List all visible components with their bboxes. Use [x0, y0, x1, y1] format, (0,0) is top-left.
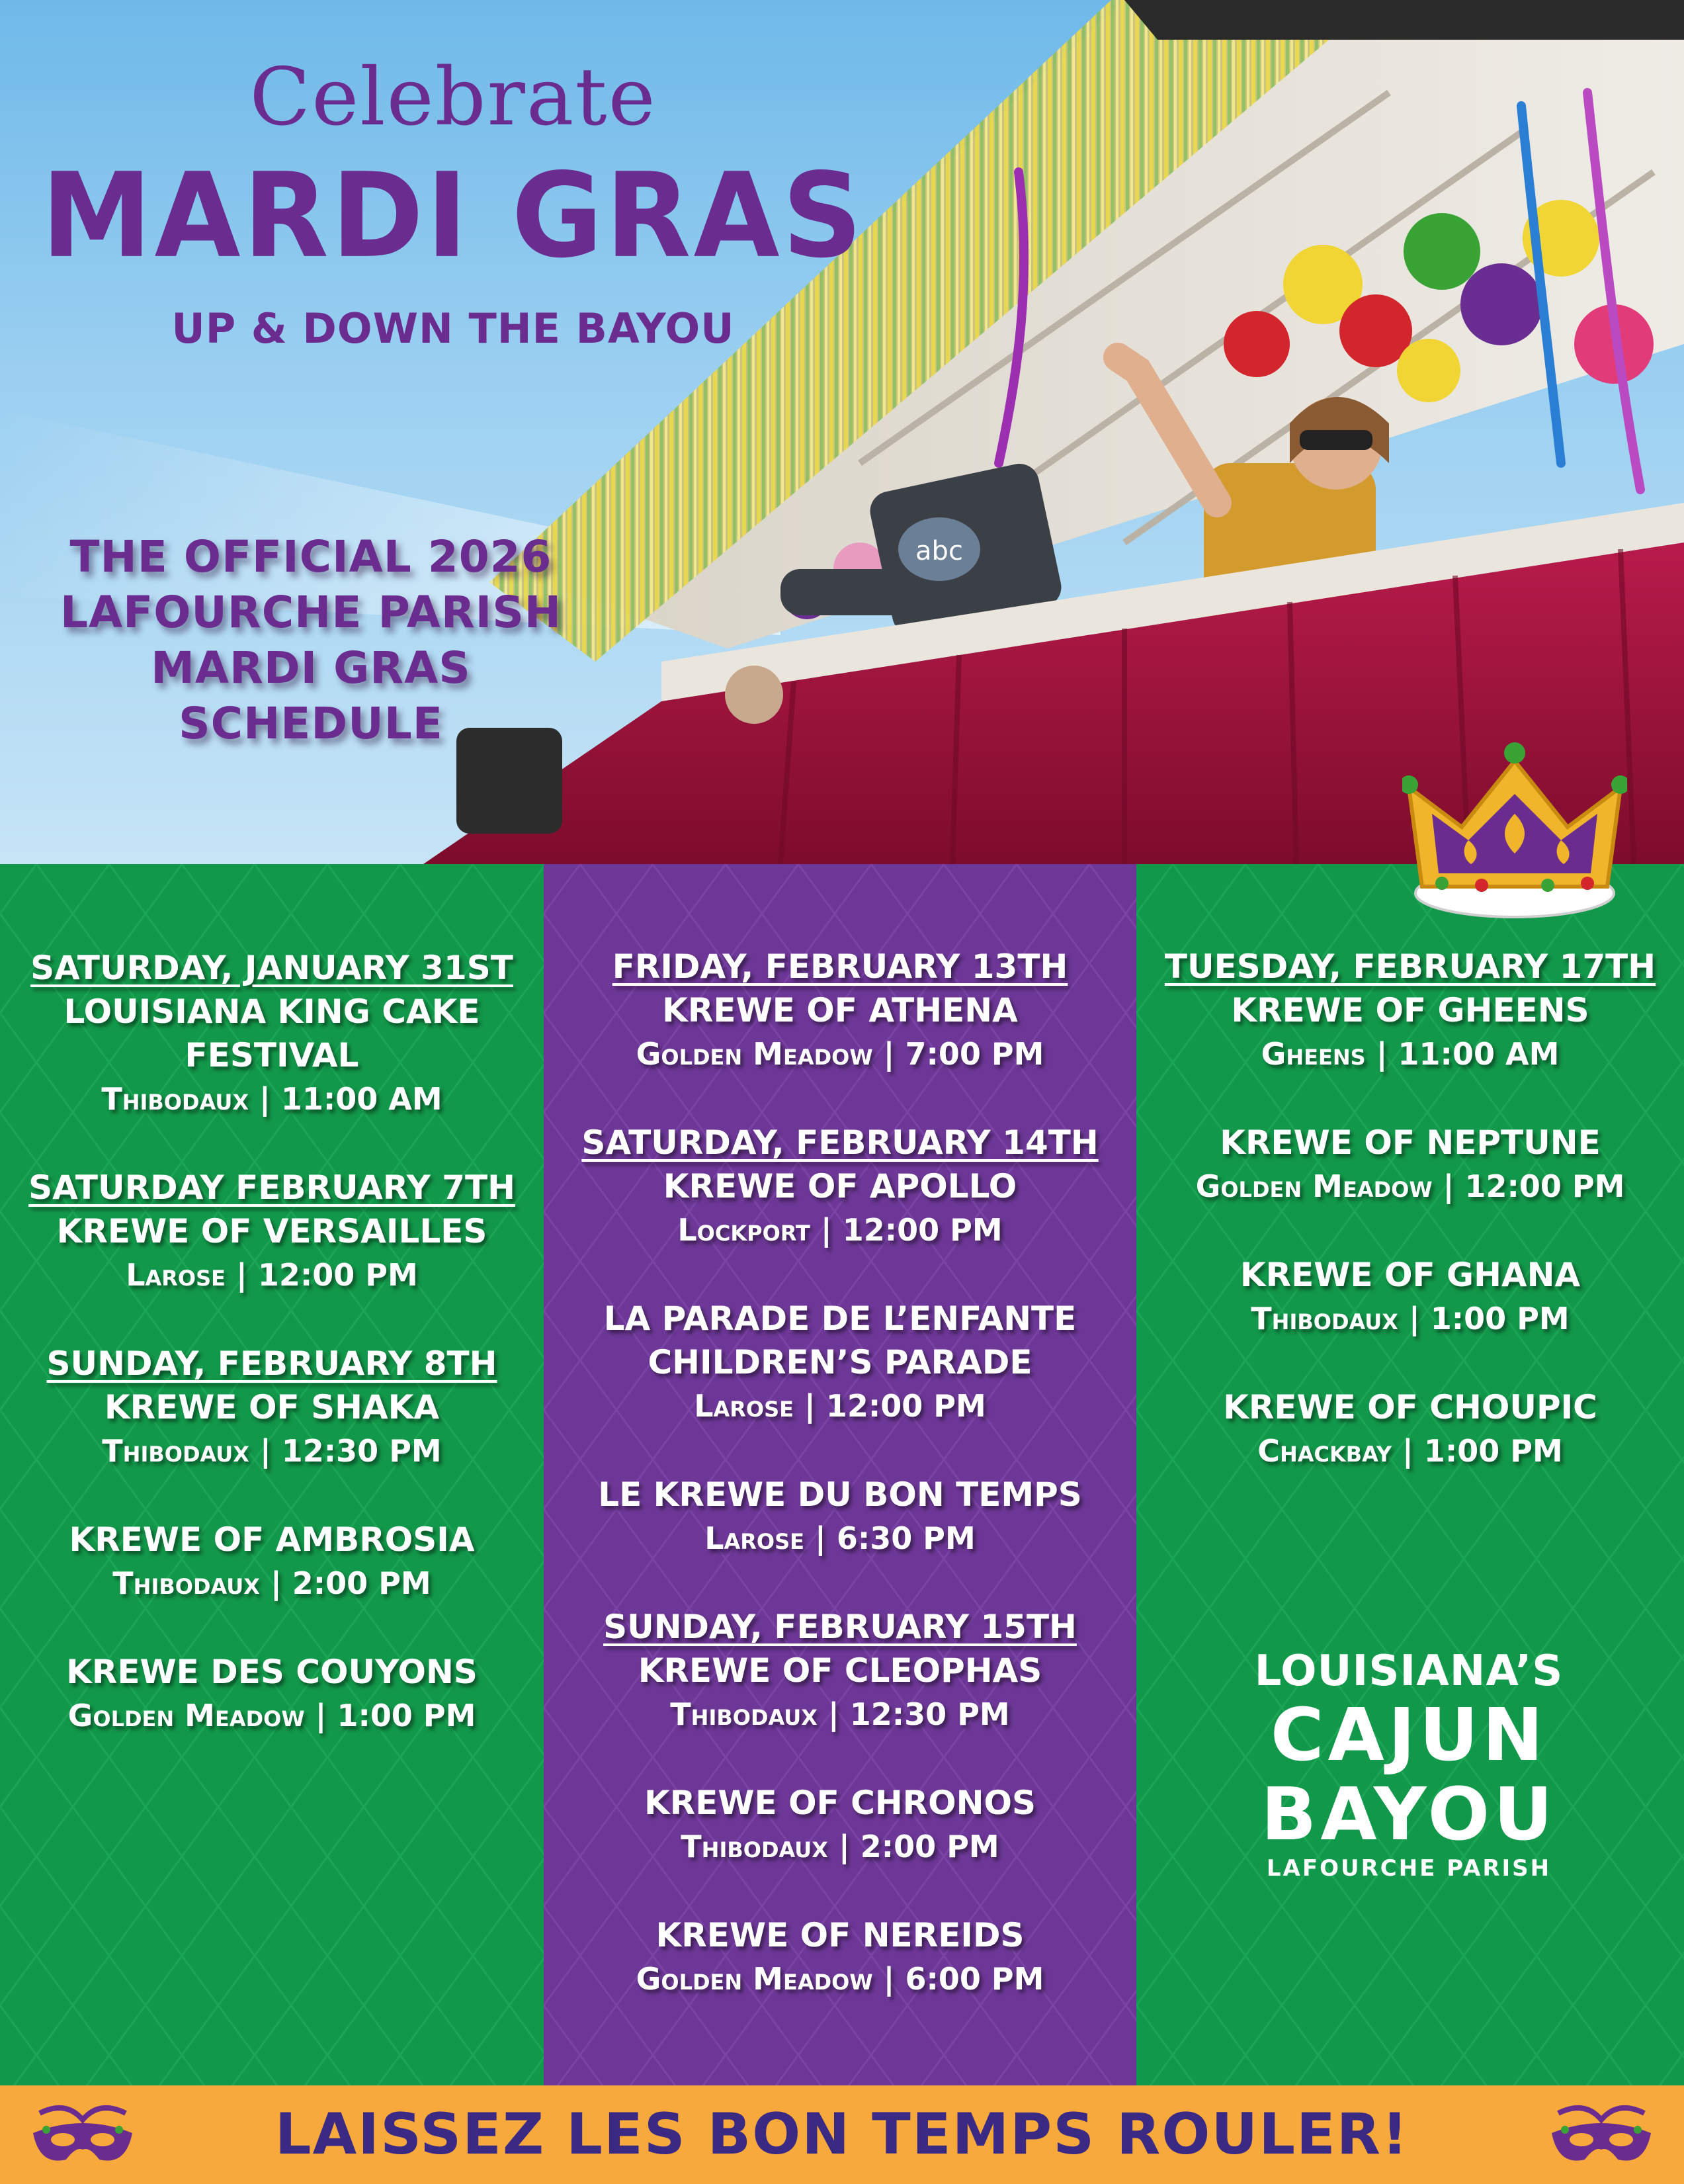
- official-schedule-heading: [40, 529, 582, 752]
- event-place-time: Larose | 6:30 PM: [704, 1520, 976, 1556]
- event-date: TUESDAY, FEBRUARY 17TH: [1164, 947, 1656, 986]
- crown-icon: [1402, 741, 1627, 926]
- event-name: LE KREWE DU BON TEMPS: [598, 1475, 1082, 1514]
- event-name-line-2: CHILDREN’S PARADE: [648, 1343, 1032, 1381]
- event-place-time: Thibodaux | 12:30 PM: [102, 1433, 442, 1469]
- logo-sub-text: LAFOURCHE PARISH: [1266, 1855, 1552, 1882]
- event-block: [1136, 945, 1684, 1076]
- event-block: [1136, 1385, 1684, 1473]
- event-name: KREWE OF AMBROSIA: [69, 1520, 475, 1559]
- event-name: KREWE OF VERSAILLES: [56, 1212, 487, 1250]
- event-name: KREWE OF SHAKA: [104, 1388, 440, 1426]
- event-block: [544, 1781, 1136, 1868]
- schedule-columns: [0, 864, 1684, 2085]
- event-name: KREWE OF GHANA: [1240, 1256, 1581, 1294]
- event-date: SUNDAY, FEBRUARY 15TH: [603, 1608, 1077, 1646]
- middle-schedule-column: [544, 864, 1136, 2085]
- event-date: SATURDAY, JANUARY 31ST: [30, 949, 513, 987]
- bayou-subtitle: UP & DOWN THE BAYOU: [171, 304, 735, 353]
- event-block: [544, 1605, 1136, 1736]
- event-date: SATURDAY FEBRUARY 7TH: [28, 1168, 515, 1207]
- event-name: KREWE OF GHEENS: [1231, 991, 1589, 1029]
- event-block: [1136, 1121, 1684, 1208]
- event-block: [0, 1342, 544, 1473]
- right-schedule-column: [1136, 864, 1684, 2085]
- event-place-time: Thibodaux | 2:00 PM: [112, 1565, 431, 1601]
- official-line-2: LAFOURCHE PARISH: [60, 587, 562, 638]
- middle-event-list: [544, 945, 1136, 2046]
- event-place-time: Chackbay | 1:00 PM: [1257, 1433, 1563, 1469]
- event-name: KREWE DES COUYONS: [66, 1653, 478, 1691]
- official-line-3: MARDI GRAS SCHEDULE: [151, 642, 471, 749]
- event-place-time: Thibodaux | 11:00 AM: [101, 1081, 442, 1117]
- hero-banner: [0, 0, 1684, 864]
- footer-banner: [0, 2085, 1684, 2184]
- event-place-time: Thibodaux | 2:00 PM: [681, 1829, 999, 1864]
- logo-main-text: CAJUN BAYOU: [1261, 1692, 1557, 1856]
- event-place-time: Golden Meadow | 7:00 PM: [636, 1036, 1044, 1072]
- event-name: KREWE OF NEREIDS: [655, 1916, 1025, 1954]
- event-block: [544, 1473, 1136, 1560]
- event-name: LOUISIANA KING CAKE FESTIVAL: [63, 992, 480, 1074]
- event-place-time: Golden Meadow | 6:00 PM: [636, 1961, 1044, 1997]
- official-line-1: THE OFFICIAL 2026: [69, 531, 552, 582]
- event-name: KREWE OF CHOUPIC: [1223, 1388, 1597, 1426]
- event-name: KREWE OF CHRONOS: [644, 1784, 1036, 1822]
- event-block: [544, 945, 1136, 1076]
- event-place-time: Lockport | 12:00 PM: [677, 1212, 1003, 1248]
- event-block: [544, 1121, 1136, 1252]
- event-name: KREWE OF NEPTUNE: [1220, 1123, 1601, 1162]
- left-schedule-column: [0, 864, 544, 2085]
- cajun-bayou-logo: [1184, 1647, 1634, 1883]
- event-place-time: Larose | 12:00 PM: [694, 1388, 986, 1424]
- event-place-time: Gheens | 11:00 AM: [1261, 1036, 1560, 1072]
- event-name: KREWE OF APOLLO: [663, 1167, 1017, 1205]
- event-block: [0, 1518, 544, 1605]
- event-date: SATURDAY, FEBRUARY 14TH: [581, 1123, 1099, 1162]
- event-block: [1136, 1253, 1684, 1340]
- celebrate-heading: Celebrate: [249, 52, 657, 144]
- event-name: KREWE OF CLEOPHAS: [638, 1651, 1042, 1690]
- event-block: [0, 946, 544, 1121]
- slogan-text: LAISSEZ LES BON TEMPS ROULER!: [274, 2101, 1410, 2167]
- event-block: [544, 1913, 1136, 2001]
- event-date: SUNDAY, FEBRUARY 8TH: [46, 1344, 497, 1383]
- logo-top-text: LOUISIANA’S: [1254, 1647, 1564, 1696]
- event-place-time: Golden Meadow | 1:00 PM: [67, 1698, 476, 1733]
- event-date: FRIDAY, FEBRUARY 13TH: [612, 947, 1068, 986]
- event-block: [0, 1166, 544, 1297]
- event-place-time: Thibodaux | 1:00 PM: [1251, 1301, 1570, 1336]
- tv-label: abc: [915, 536, 963, 566]
- event-block: [544, 1297, 1136, 1428]
- mardi-gras-mask-icon: [1545, 2100, 1658, 2173]
- right-event-list: [1136, 945, 1684, 1518]
- event-place-time: Thibodaux | 12:30 PM: [670, 1696, 1010, 1732]
- event-block: [0, 1650, 544, 1737]
- event-name: LA PARADE DE L’ENFANTE: [603, 1299, 1077, 1338]
- left-event-list: [0, 946, 544, 1782]
- event-name: KREWE OF ATHENA: [662, 991, 1018, 1029]
- event-place-time: Golden Meadow | 12:00 PM: [1195, 1168, 1625, 1204]
- mardi-gras-heading: MARDI GRAS: [41, 148, 865, 284]
- event-place-time: Larose | 12:00 PM: [126, 1257, 418, 1293]
